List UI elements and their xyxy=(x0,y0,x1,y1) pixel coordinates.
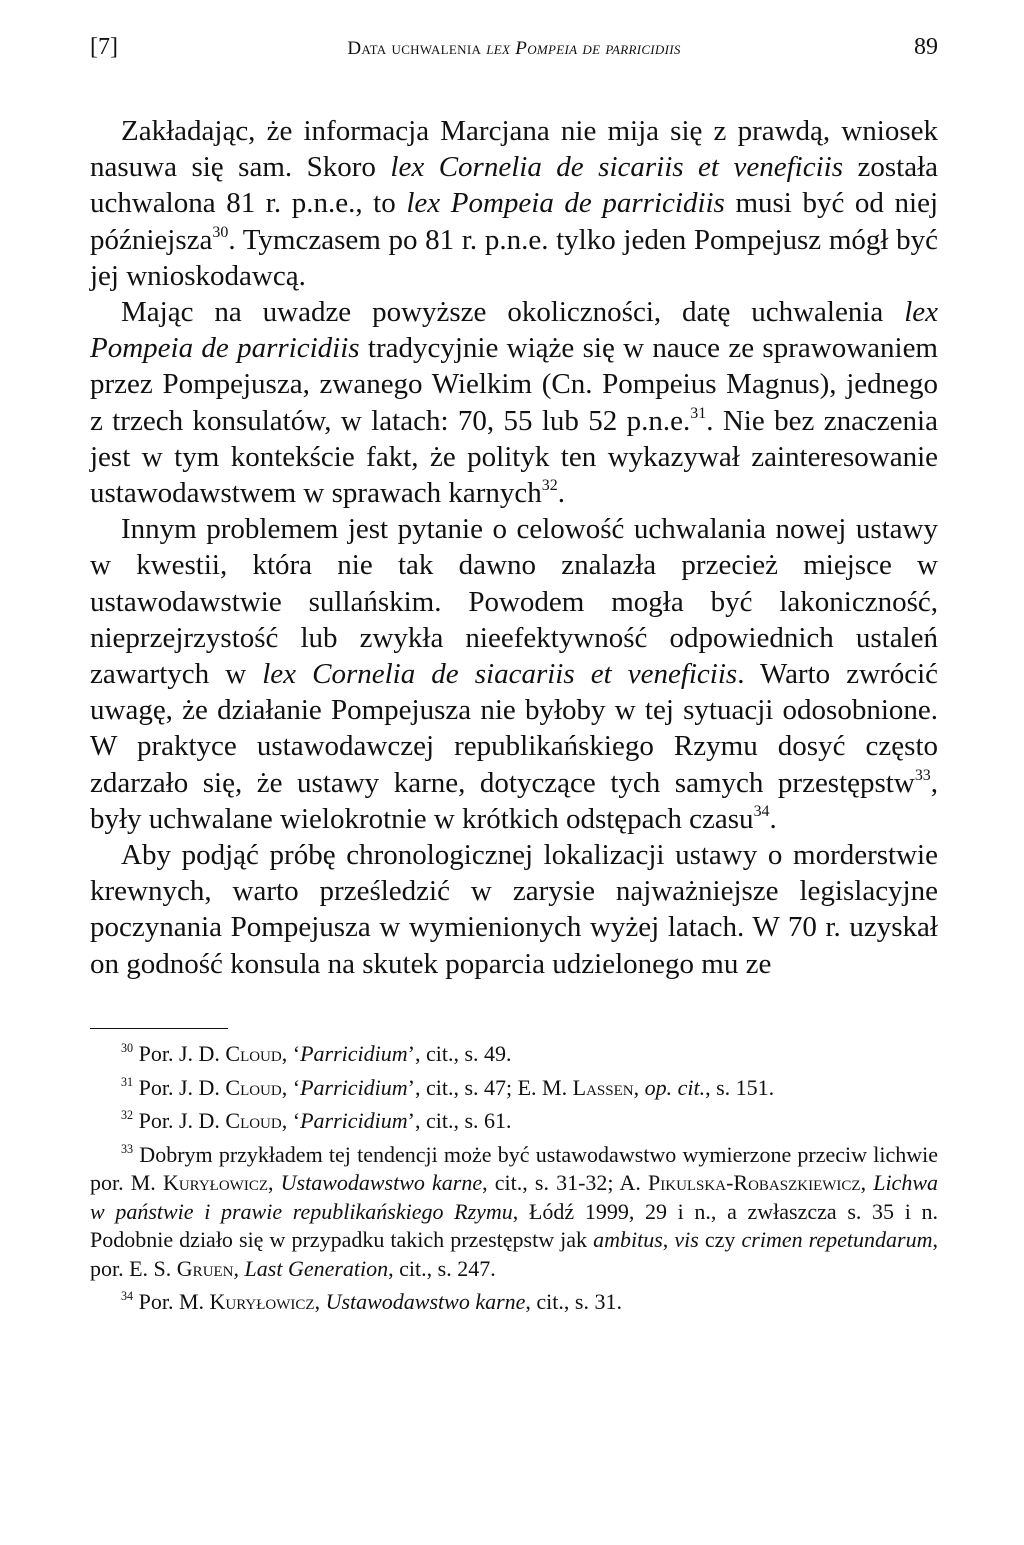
paragraph xyxy=(90,113,938,294)
text-run: tradycyjnie wiąże się w nauce ze sprawowaniem przez Pompejusza, zwanego Wielkim (Cn. Pompeius Magnus), jednego z trzech konsulatów, w latach: 70, 55 lub 52 p.n.e. xyxy=(90,332,938,437)
text-run: Mając na uwadze powyższe okoliczności, datę uchwalenia xyxy=(121,296,905,329)
footnote-32 xyxy=(90,1107,938,1136)
paragraph xyxy=(90,511,938,837)
text-run: . xyxy=(769,802,777,835)
footnote-separator xyxy=(90,1028,228,1029)
italic-text: lex Pompeia de parricidiis xyxy=(406,187,725,220)
text-run: , s. 151. xyxy=(705,1074,775,1100)
text-run: . Nie bez znaczenia jest w tym kontekście fakt, że polityk ten wykazywał zainteresowanie ustawodawstwem w sprawach karnych xyxy=(90,404,938,510)
footnote-ref: 30 xyxy=(212,223,229,241)
author-name: Cloud xyxy=(225,1108,282,1133)
footnote-ref: 34 xyxy=(753,802,770,820)
running-title-italic: lex Pompeia de parricidiis xyxy=(486,38,681,59)
text-run: , ‘ xyxy=(281,1108,301,1133)
text-run: Por. J. D. xyxy=(133,1041,226,1066)
footnote-30 xyxy=(90,1040,938,1069)
footnote-31 xyxy=(90,1074,938,1103)
italic-text: Last Generation xyxy=(244,1255,389,1281)
running-header xyxy=(90,34,938,74)
italic-text: vis xyxy=(674,1227,699,1252)
text-run: , xyxy=(633,1074,645,1100)
author-name: Kuryłowicz xyxy=(209,1289,315,1314)
text-run: , xyxy=(662,1227,675,1252)
text-run: Dobrym przykładem tej tendencji może być ustawodawstwo wymierzone przeciw lichwie por. M. xyxy=(90,1141,938,1195)
text-run: , były uchwalane wielokrotnie w krótkich odstępach czasu xyxy=(90,766,938,835)
paragraph xyxy=(90,294,938,511)
running-title xyxy=(90,34,938,61)
paragraph xyxy=(90,837,938,982)
italic-text: Lichwa w państwie i prawie republikańskiego Rzymu xyxy=(90,1170,938,1224)
italic-text: Parricidium xyxy=(300,1108,408,1133)
text-run: , cit., s. 247. xyxy=(388,1255,496,1281)
text-run: ’, cit., s. 61. xyxy=(407,1108,512,1133)
text-run: , ‘ xyxy=(281,1074,301,1100)
italic-text: lex Cornelia de sicariis et veneficiis xyxy=(390,151,843,184)
author-name: Lassen xyxy=(572,1074,634,1100)
footnote-33 xyxy=(90,1141,938,1284)
author-name: Cloud xyxy=(225,1074,282,1100)
text-run: , xyxy=(314,1289,326,1314)
author-name: Cloud xyxy=(225,1041,282,1066)
footnote-ref: 30 xyxy=(121,1040,134,1055)
author-name: Pikulska-Robaszkiewicz xyxy=(648,1170,861,1195)
author-name: Kuryłowicz xyxy=(162,1170,268,1195)
italic-text: Parricidium xyxy=(300,1074,408,1100)
text-run: . xyxy=(557,477,565,510)
italic-text: op. cit. xyxy=(644,1074,706,1100)
main-text xyxy=(90,113,938,982)
text-run: , ‘ xyxy=(281,1041,301,1066)
text-run: , xyxy=(268,1170,281,1195)
footnote-34 xyxy=(90,1288,938,1317)
footnote-ref: 32 xyxy=(121,1107,134,1122)
italic-text: Ustawodawstwo karne xyxy=(280,1170,483,1195)
text-run: , xyxy=(860,1170,874,1195)
footnote-ref: 33 xyxy=(914,766,931,784)
text-run: ’, cit., s. 47; E. M. xyxy=(407,1074,573,1100)
text-run: ’, cit., s. 49. xyxy=(407,1041,512,1066)
footnote-ref: 31 xyxy=(121,1074,134,1089)
italic-text: crimen repetundarum xyxy=(741,1227,933,1252)
text-run: została uchwalona 81 r. p.n.e., to xyxy=(90,151,938,220)
italic-text: Parricidium xyxy=(300,1041,408,1066)
text-run: , cit., s. 31. xyxy=(525,1289,622,1314)
text-run: Zakładając, że informacja Marcjana nie mija się z prawdą, wniosek nasuwa się sam. Skoro xyxy=(90,115,938,184)
text-run: . Warto zwrócić uwagę, że działanie Pompejusza nie byłoby w tej sytuacji odosobnione. W praktyce ustawodawczej republikańskiego Rzymu dosyć często zdarzało się, że ustawy karne, dotyczące tych samych przestępstw xyxy=(90,658,938,799)
italic-text: lex Pompeia de parricidiis xyxy=(90,296,938,365)
running-title-prefix: Data uchwalenia xyxy=(347,38,487,59)
text-run: Por. M. xyxy=(133,1289,210,1314)
text-run: , cit., s. 31-32; A. xyxy=(482,1170,648,1195)
page-number: 89 xyxy=(914,34,938,60)
text-run: , xyxy=(233,1255,245,1281)
text-run: . Tymczasem po 81 r. p.n.e. tylko jeden Pompejusz mógł być jej wnioskodawcą. xyxy=(90,223,938,292)
section-number: [7] xyxy=(90,34,118,60)
footnote-ref: 34 xyxy=(121,1288,134,1303)
footnote-ref: 31 xyxy=(690,404,707,422)
text-run: , por. E. S. xyxy=(90,1227,938,1281)
text-run: , Łódź 1999, 29 i n., a zwłaszcza s. 35 i n. Podobnie działo się w przypadku takich przestępstw jak xyxy=(90,1198,938,1252)
text-run: Por. J. D. xyxy=(133,1108,226,1133)
text-run: musi być od niej późniejsza xyxy=(90,187,939,256)
text-run: czy xyxy=(698,1227,742,1252)
italic-text: ambitus xyxy=(593,1227,663,1252)
author-name: Gruen xyxy=(176,1255,234,1281)
footnote-ref: 32 xyxy=(541,477,558,495)
footnote-ref: 33 xyxy=(121,1141,134,1156)
text-run: Innym problemem jest pytanie o celowość uchwalania nowej ustawy w kwestii, która nie tak dawno znalazła przecież miejsce w ustawodawstwie sullańskim. Powodem mogła być lakoniczność, nieprzejrzystość lub zwykła nieefektywność odpowiednich ustaleń zawartych w xyxy=(90,513,938,691)
text-run: Por. J. D. xyxy=(133,1074,226,1100)
text-run: Aby podjąć próbę chronologicznej lokalizacji ustawy o morderstwie krewnych, warto prześledzić w zarysie najważniejsze legislacyjne poczynania Pompejusza w wymienionych wyżej latach. W 70 r. uzyskał on godność konsula na skutek poparcia udzielonego mu ze xyxy=(90,839,938,980)
footnotes xyxy=(90,1040,938,1322)
italic-text: lex Cornelia de siacariis et veneficiis xyxy=(262,658,738,691)
italic-text: Ustawodawstwo karne xyxy=(325,1289,526,1314)
